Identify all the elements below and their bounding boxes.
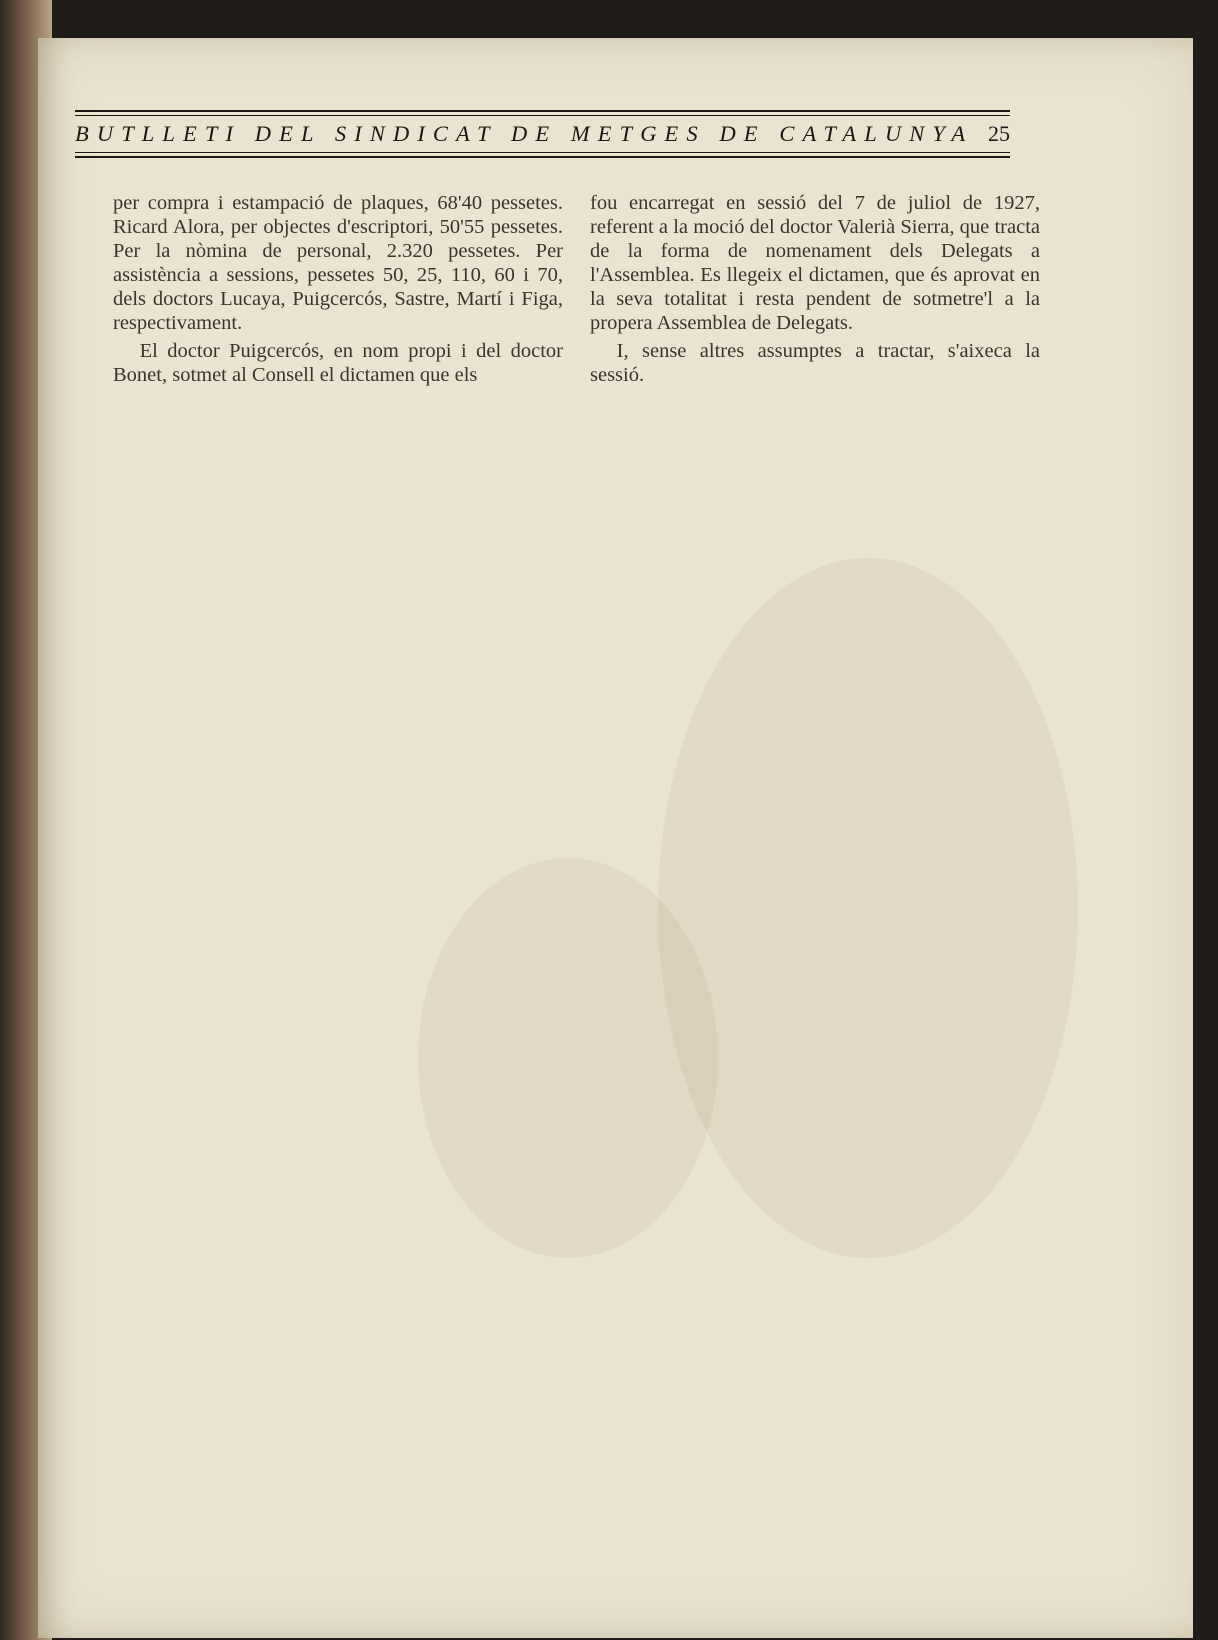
running-header <box>75 68 1010 158</box>
paper-stain <box>658 558 1078 1258</box>
paragraph: fou encarregat en sessió del 7 de juliol de 1927, referent a la moció del doctor Valerià Sierra, que tracta de la forma de nomenament dels Delegats a l'Assemblea. Es llegeix el dictamen, que és aprovat en la seva totalitat i resta pendent de sotmetre'l a la propera Assemblea de Delegats. <box>590 192 1040 334</box>
paragraph: I, sense altres assumptes a tractar, s'aixeca la sessió. <box>590 340 1040 386</box>
header-rule-bottom <box>75 156 1010 158</box>
paper-stain <box>418 858 718 1258</box>
running-title: BUTLLETI DEL SINDICAT DE METGES DE CATALUNYA <box>75 121 974 146</box>
left-column <box>113 191 563 387</box>
paragraph: El doctor Puigcercós, en nom propi i del doctor Bonet, sotmet al Consell el dictamen que els <box>113 340 563 386</box>
paragraph: per compra i estampació de plaques, 68'40 pessetes. Ricard Alora, per objectes d'escriptori, 50'55 pessetes. Per la nòmina de personal, 2.320 pessetes. Per assistència a sessions, pessetes 50, 25, 110, 60 i 70, dels doctors Lucaya, Puigcercós, Sastre, Martí i Figa, respectivament. <box>113 192 563 334</box>
right-column <box>590 191 1040 387</box>
header-rule-top-thin <box>75 115 1010 116</box>
header-rule-bottom-thin <box>75 152 1010 153</box>
header-rule-top <box>75 110 1010 112</box>
page-number: 25 <box>988 121 1010 146</box>
